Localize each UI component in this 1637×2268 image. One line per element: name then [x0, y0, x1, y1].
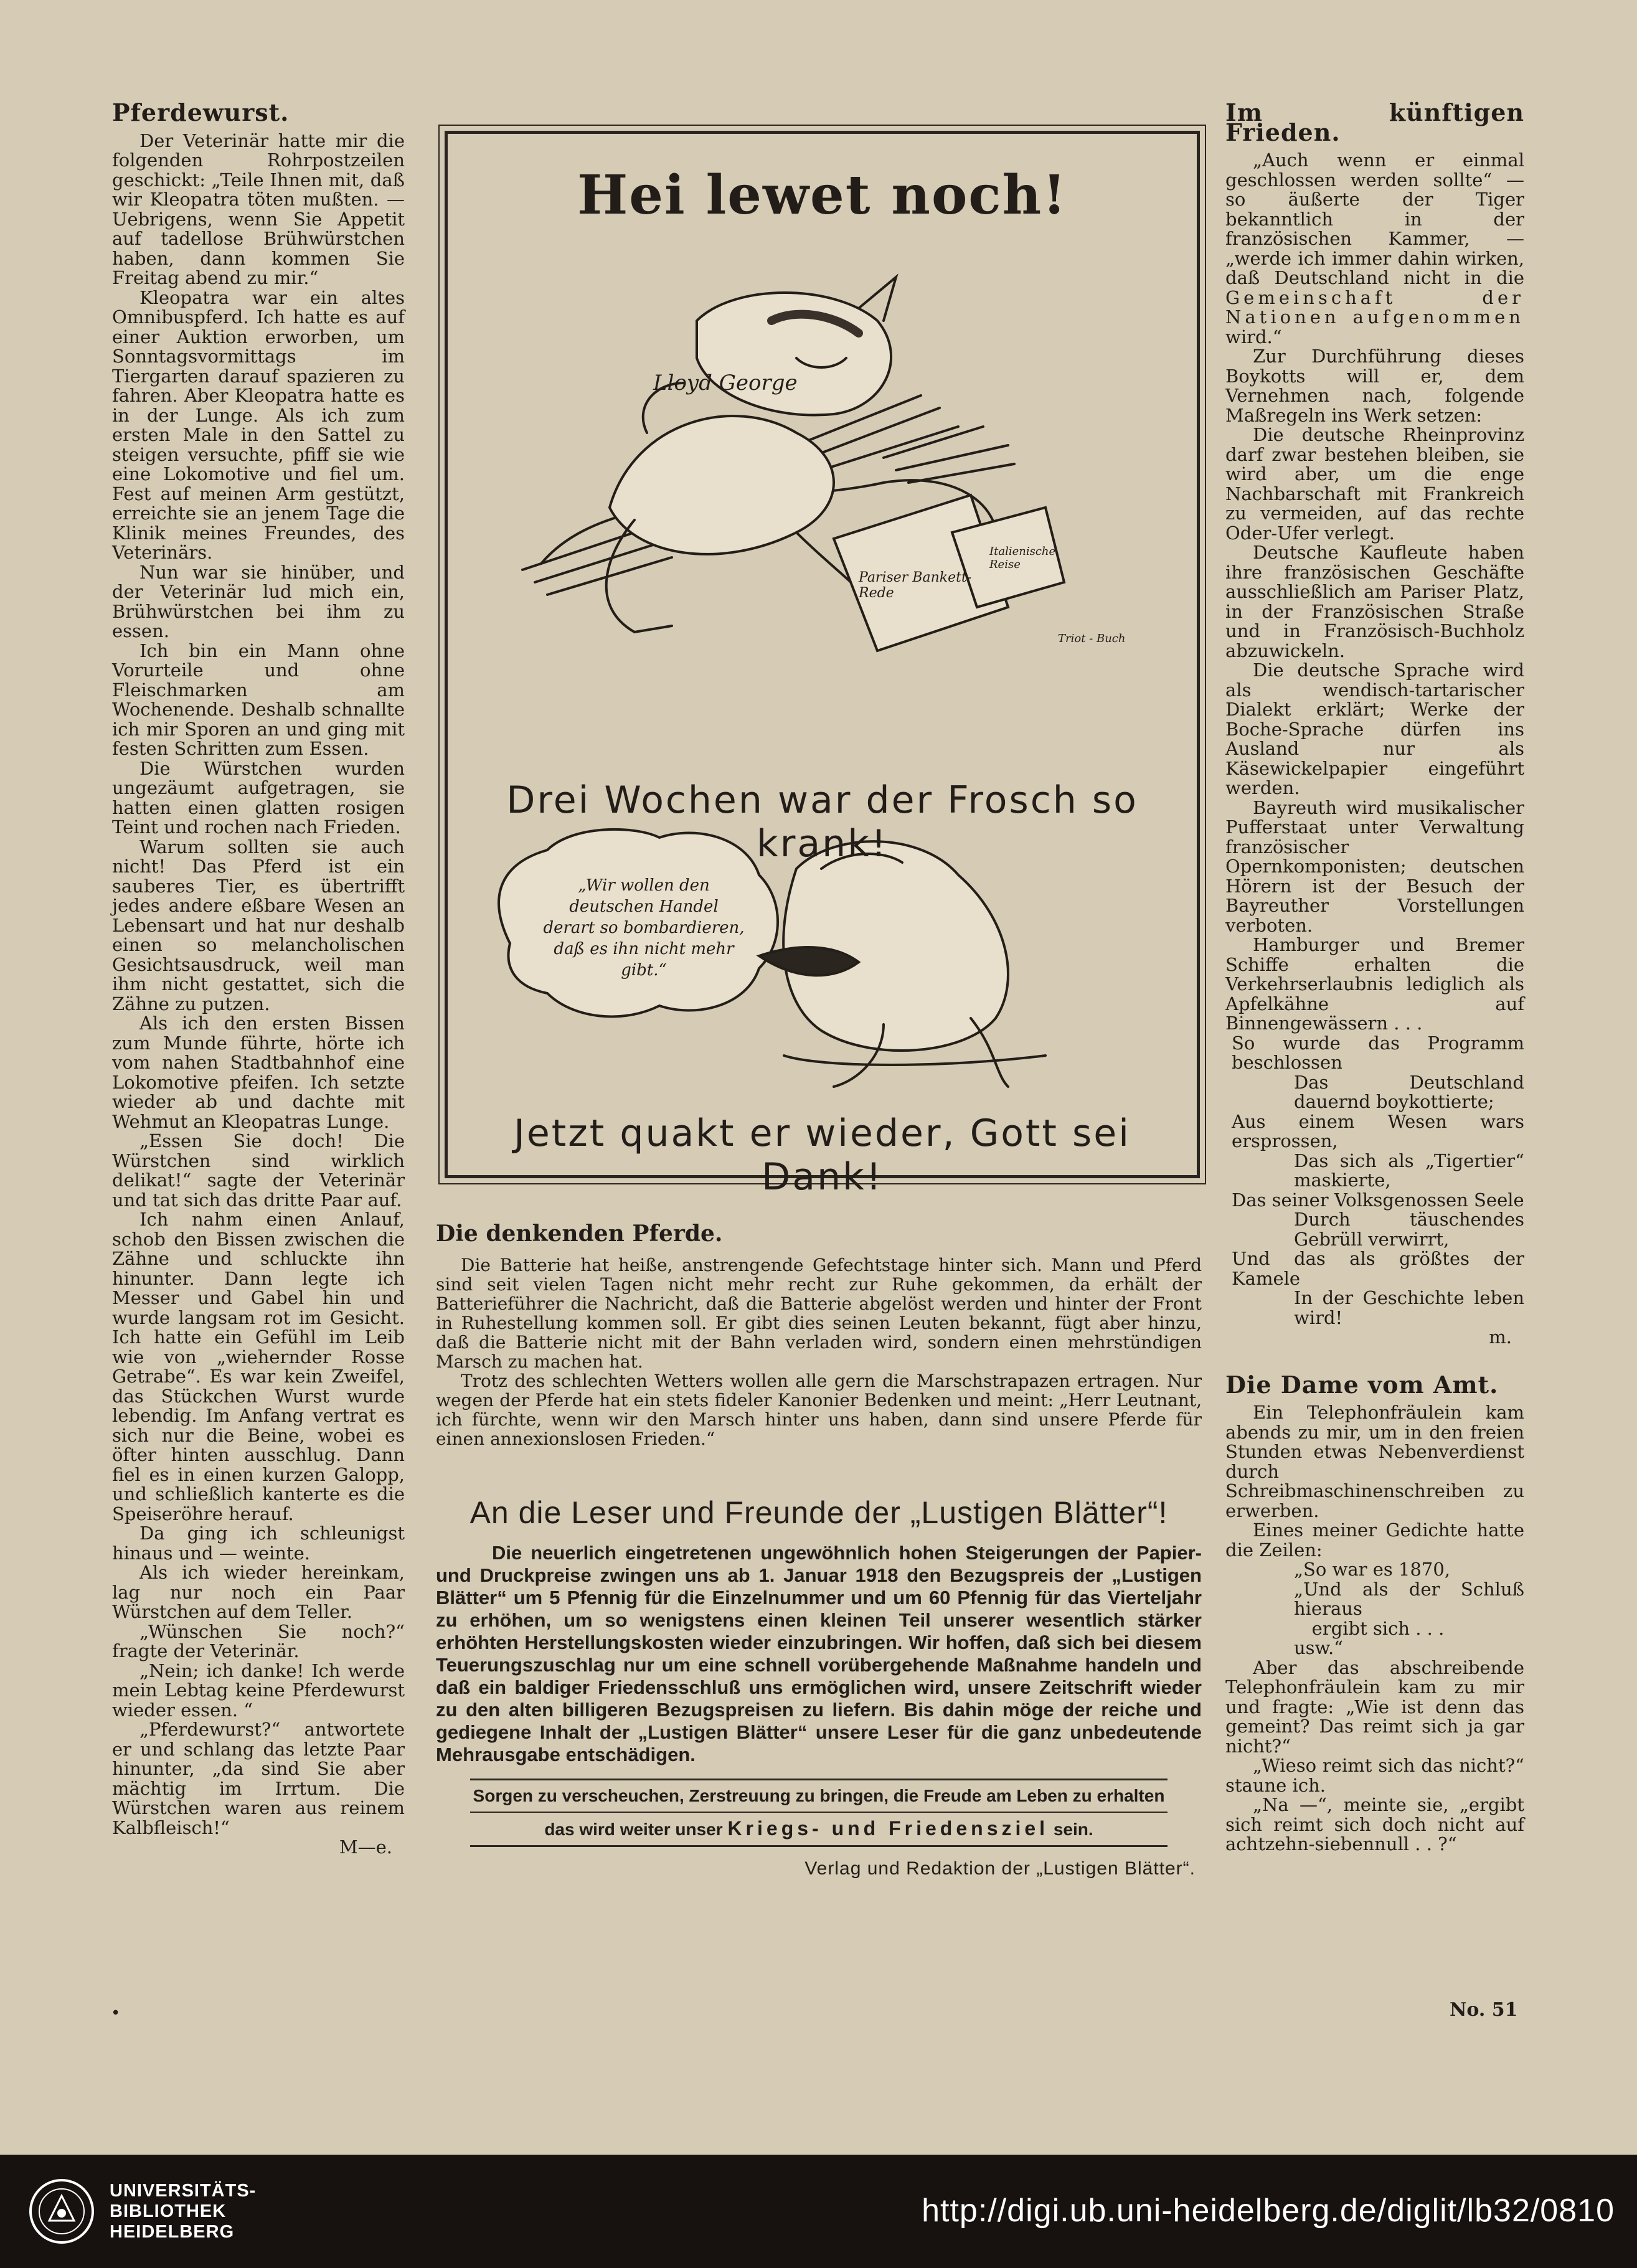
footer-bar [0, 2155, 1637, 2268]
poem-dame [1225, 1560, 1524, 1658]
signature-frieden: m. [1489, 1326, 1512, 1348]
article-paragraph: „Essen Sie doch! Die Würstchen sind wirklich delikat!“ sagte der Veterinär und tat sich das dritte Paar auf. [112, 1130, 405, 1211]
slogan-line-2 [470, 1812, 1168, 1845]
article-paragraph: Die Würstchen wurden ungezäumt aufgetragen, sie hatten einen glatten rosigen Teint und rochen nach Frieden. [112, 757, 405, 838]
article-paragraph: Kleopatra war ein altes Omnibuspferd. Ich hatte es auf einer Auktion erworben, um Sonntagsvormittags im Tiergarten darauf spazieren zu fahren. Aber Kleopatra hatte es in der Lunge. Als ich zum ersten Male in den Sattel zu steigen versuchte, pfiff sie wie eine Lokomotive und fiel um. Fest auf meinen Arm gestützt, erreichte sie an jenem Tage die Klinik meines Freundes, des Veterinärs. [112, 286, 405, 563]
cartoon-illustration [448, 134, 1197, 1175]
verse-line: Das seiner Volksgenossen Seele [1232, 1189, 1524, 1211]
logo-line: BIBLIOTHEK [110, 2201, 227, 2221]
cartoon-title: Hei lewet noch! [577, 164, 1067, 227]
article-paragraph [1225, 151, 1524, 347]
article-body-dame [1225, 1403, 1524, 1560]
notice-title: An die Leser und Freunde der „Lustigen Blätter“! [469, 1495, 1168, 1530]
article-body-pferdewurst [112, 131, 405, 1838]
slogan-box [470, 1779, 1168, 1847]
article-paragraph: „Pferdewurst?“ antwortete er und schlang das letzte Paar hinunter, „da sind Sie aber mächtig im Irrtum. Die Würstchen waren aus reinem Kalbfleisch!“ [112, 1719, 405, 1838]
article-paragraph: Ich bin ein Mann ohne Vorurteile und ohne Fleischmarken am Wochenende. Deshalb schnallte ich mir Sporen an und ging mit festen Schritten zum Essen. [112, 640, 405, 759]
article-paragraph: Die deutsche Sprache wird als wendisch-tartarischer Dialekt erklärt; Werke der Boche-Sprache dürfen ins Ausland nur als Käsewickelpapier eingeführt werden. [1225, 659, 1524, 798]
caption-bottom: Jetzt quakt er wieder, Gott sei Dank! [514, 1112, 1131, 1199]
slogan-emphasis: Kriegs- und Friedensziel [727, 1817, 1049, 1840]
article-paragraph: Zur Durchführung dieses Boykotts will er, dem Vernehmen nach, folgende Maßregeln ins Werk setzen: [1225, 346, 1524, 426]
artist-signature: Triot - Buch [1058, 632, 1126, 645]
article-title-pferdewurst: Pferdewurst. [112, 98, 290, 126]
article-paragraph: Der Veterinär hatte mir die folgenden Rohrpostzeilen geschickt: „Teile Ihnen mit, daß wir Kleopatra töten mußten. — Uebrigens, wenn Sie Appetit auf tadellose Brühwürstchen haben, dann kommen Sie Freitag abend zu mir.“ [112, 130, 405, 288]
slogan-suffix: sein. [1053, 1820, 1093, 1839]
verse-line: Aus einem Wesen wars ersprossen, [1232, 1110, 1524, 1151]
article-paragraph: „Na —“, meinte sie, „ergibt sich reimt sich doch nicht auf achtzehn-siebennull . . ?“ [1225, 1794, 1524, 1855]
caption-top: Drei Wochen war der Frosch so krank! [506, 778, 1138, 866]
article-paragraph: „Wieso reimt sich das nicht?“ staune ich. [1225, 1755, 1524, 1796]
right-column [1225, 98, 1524, 1855]
footer-url-link[interactable]: http://digi.ub.uni-heidelberg.de/diglit/lb32/0810 [922, 2193, 1615, 2229]
logo-line: UNIVERSITÄTS- [110, 2181, 257, 2201]
article-title-pferde: Die denkenden Pferde. [436, 1221, 723, 1247]
signature-pferdewurst: M—e. [339, 1836, 392, 1858]
article-paragraph: Als ich den ersten Bissen zum Munde führte, hörte ich vom nahen Stadtbahnhof eine Lokomotive pfeifen. Ich setzte wieder ab und dachte mit Wehmut an Kleopatras Lunge. [112, 1013, 405, 1132]
article-paragraph: Warum sollten sie auch nicht! Das Pferd ist ein sauberes Tier, es übertrifft jedes andere eßbare Wesen an Lebensart und hat nur deshalb einen so melancholischen Gesichtsausdruck, weil man ihm nicht gestattet, sich die Zähne zu putzen. [112, 836, 405, 1014]
article-die-denkenden-pferde [436, 1221, 1202, 1448]
article-paragraph: Bayreuth wird musikalischer Pufferstaat unter Verwaltung französischer Opernkomponisten; deutschen Hörern ist der Besuch der Bayreuther Vorstellungen verboten. [1225, 796, 1524, 936]
text-run-spaced: Gemeinschaft der Nationen aufgenommen [1225, 286, 1524, 328]
article-paragraph: Nun war sie hinüber, und der Veterinär lud mich ein, Brühwürstchen bei ihm zu essen. [112, 561, 405, 641]
article-paragraph: „Wünschen Sie noch?“ fragte der Veterinär. [112, 1620, 405, 1661]
verse-line: ergibt sich . . . [1311, 1617, 1445, 1639]
article-body-frieden [1225, 347, 1524, 1034]
university-seal-icon [27, 2177, 96, 2246]
verse-line: Das sich als „Tigertier“ maskierte, [1294, 1150, 1524, 1191]
verse-line: Durch täuschendes Gebrüll verwirrt, [1294, 1209, 1524, 1250]
verse-line: So wurde das Programm beschlossen [1232, 1032, 1524, 1073]
article-paragraph: Die Batterie hat heiße, anstrengende Gefechtstage hinter sich. Mann und Pferd sind seit vielen Tagen nicht mehr recht zur Ruhe gekommen, da erhält der Batterieführer die Nachricht, daß die Batterie abgelöst werden und hinter der Front in Ruhestellung kommen soll. Er gibt dies seinen Leuten bekannt, fügt aber hinzu, daß die Batterie nicht mit der Bahn verladen wird, sondern einen mehrstündigen Marsch zu machen hat. [436, 1255, 1202, 1372]
article-paragraph: Deutsche Kaufleute haben ihre französischen Geschäfte ausschließlich am Pariser Platz, in der Französischen Straße und in Französisch-Buchholz abzuwickeln. [1225, 542, 1524, 661]
article-paragraph: „Nein; ich danke! Ich werde mein Lebtag keine Pferdewurst wieder essen. “ [112, 1660, 405, 1721]
article-paragraph: Als ich wieder hereinkam, lag nur noch ein Paar Würstchen auf dem Teller. [112, 1562, 405, 1622]
publisher-notice [436, 1495, 1202, 1879]
article-paragraph: Da ging ich schleunigst hinaus und — weinte. [112, 1523, 405, 1564]
slogan-prefix: das wird weiter unser [544, 1820, 723, 1839]
article-body-dame-end [1225, 1658, 1524, 1855]
cartoon-frame [445, 131, 1200, 1199]
logo-line: HEIDELBERG [110, 2222, 235, 2242]
slogan-line-1: Sorgen zu verscheuchen, Zerstreuung zu bringen, die Freude am Leben zu erhalten [473, 1786, 1165, 1805]
text-run: „Auch wenn er einmal geschlossen werden sollte“ — so äußerte der Tiger bekanntlich in der französischen Kammer, — „werde ich immer dahin wirken, daß Deutschland nicht in die [1225, 149, 1524, 288]
verse-line: „So war es 1870, [1294, 1559, 1451, 1580]
article-title-frieden: Im künftigen Frieden. [1225, 98, 1524, 146]
happy-frog-drawing [759, 841, 1045, 1087]
text-run: wird.“ [1225, 326, 1282, 347]
page-dot: • [111, 2004, 121, 2023]
page-number: No. 51 [1450, 1999, 1518, 2021]
verse-line: usw.“ [1294, 1637, 1343, 1658]
verse-line: In der Geschichte leben wird! [1294, 1287, 1524, 1328]
label-lloyd-george: Lloyd George [653, 371, 798, 395]
notice-signature: Verlag und Redaktion der „Lustigen Blätter“. [804, 1858, 1196, 1879]
label-paper-2: Italienische Reise [989, 545, 1056, 571]
speech-bubble-text: „Wir wollen den deutschen Handel derart so bombardieren, daß es ihn nicht mehr gibt.“ [543, 876, 745, 980]
library-logo-text [110, 2181, 256, 2242]
verse-frieden [1225, 1034, 1524, 1328]
article-paragraph: Die deutsche Rheinprovinz darf zwar bestehen bleiben, sie wird aber, um die enge Nachbarschaft mit Frankreich zu vermeiden, auf das rechte Oder-Ufer verlegt. [1225, 424, 1524, 544]
article-paragraph: Trotz des schlechten Wetters wollen alle gern die Marschstrapazen ertragen. Nur wegen der Pferde hat ein stets fideler Kanonier Bedenken und meint: „Herr Leutnant, ich fürchte, wenn wir den Marsch hinter uns haben, dann sind unsere Pferde für einen annexionslosen Frieden.“ [436, 1371, 1202, 1449]
article-paragraph: Ich nahm einen Anlauf, schob den Bissen zwischen die Zähne und schluckte ihn hinunter. Dann legte ich Messer und Gabel hin und wurde langsam rot im Gesicht. Ich hatte ein Gefühl im Leib wie von „wiehernder Rosse Getrabe“. Es war kein Zweifel, das Stückchen Wurst wurde lebendig. Im Anfang vertrat es sich nur die Beine, wobei es öfter hinten ausschlug. Dann fiel es in einen kurzen Galopp, und schließlich kanterte es die Speiseröhre herauf. [112, 1209, 405, 1524]
article-paragraph: Hamburger und Bremer Schiffe erhalten die Verkehrserlaubnis lediglich als Apfelkähne auf Binnengewässern . . . [1225, 934, 1524, 1034]
article-title-dame: Die Dame vom Amt. [1225, 1370, 1499, 1399]
verse-line: „Und als der Schluß hieraus [1294, 1578, 1524, 1619]
article-paragraph: Eines meiner Gedichte hatte die Zeilen: [1225, 1519, 1524, 1561]
article-paragraph: Ein Telephonfräulein kam abends zu mir, um in den freien Stunden etwas Nebenverdienst durch Schreibmaschinenschreiben zu erwerben. [1225, 1402, 1524, 1521]
left-column [112, 98, 405, 1858]
label-paper-1: Pariser Bankett-Rede [859, 570, 972, 601]
verse-line: Das Deutschland dauernd boykottierte; [1294, 1071, 1524, 1112]
article-paragraph: Aber das abschreibende Telephonfräulein kam zu mir und fragte: „Wie ist denn das gemeint? Das reimt sich ja gar nicht?“ [1225, 1656, 1524, 1757]
verse-line: Und das als größtes der Kamele [1232, 1248, 1524, 1289]
notice-body: Die neuerlich eingetretenen ungewöhnlich hohen Steigerungen der Papier- und Druckpreise zwingen uns ab 1. Januar 1918 den Bezugspreis der „Lustigen Blätter“ um 5 Pfennig für die Einzelnummer und um 60 Pfennig für das Vierteljahr zu erhöhen, um so wenigstens einen kleinen Teil unserer wesentlich stärker erhöhten Herstellungskosten wieder einzubringen. Wir hoffen, daß sich bei diesem Teuerungszuschlag nur um eine schnell vorübergehende Maßnahme handeln und daß ein baldiger Friedensschluß uns ermöglichen wird, unsere Zeitschrift wieder zu den alten billigeren Bezugspreisen zu liefern. Bis dahin möge der reiche und gediegene Inhalt der „Lustigen Blätter“ unsere Leser für die ganz unbedeutende Mehrausgabe entschädigen. [436, 1542, 1202, 1765]
